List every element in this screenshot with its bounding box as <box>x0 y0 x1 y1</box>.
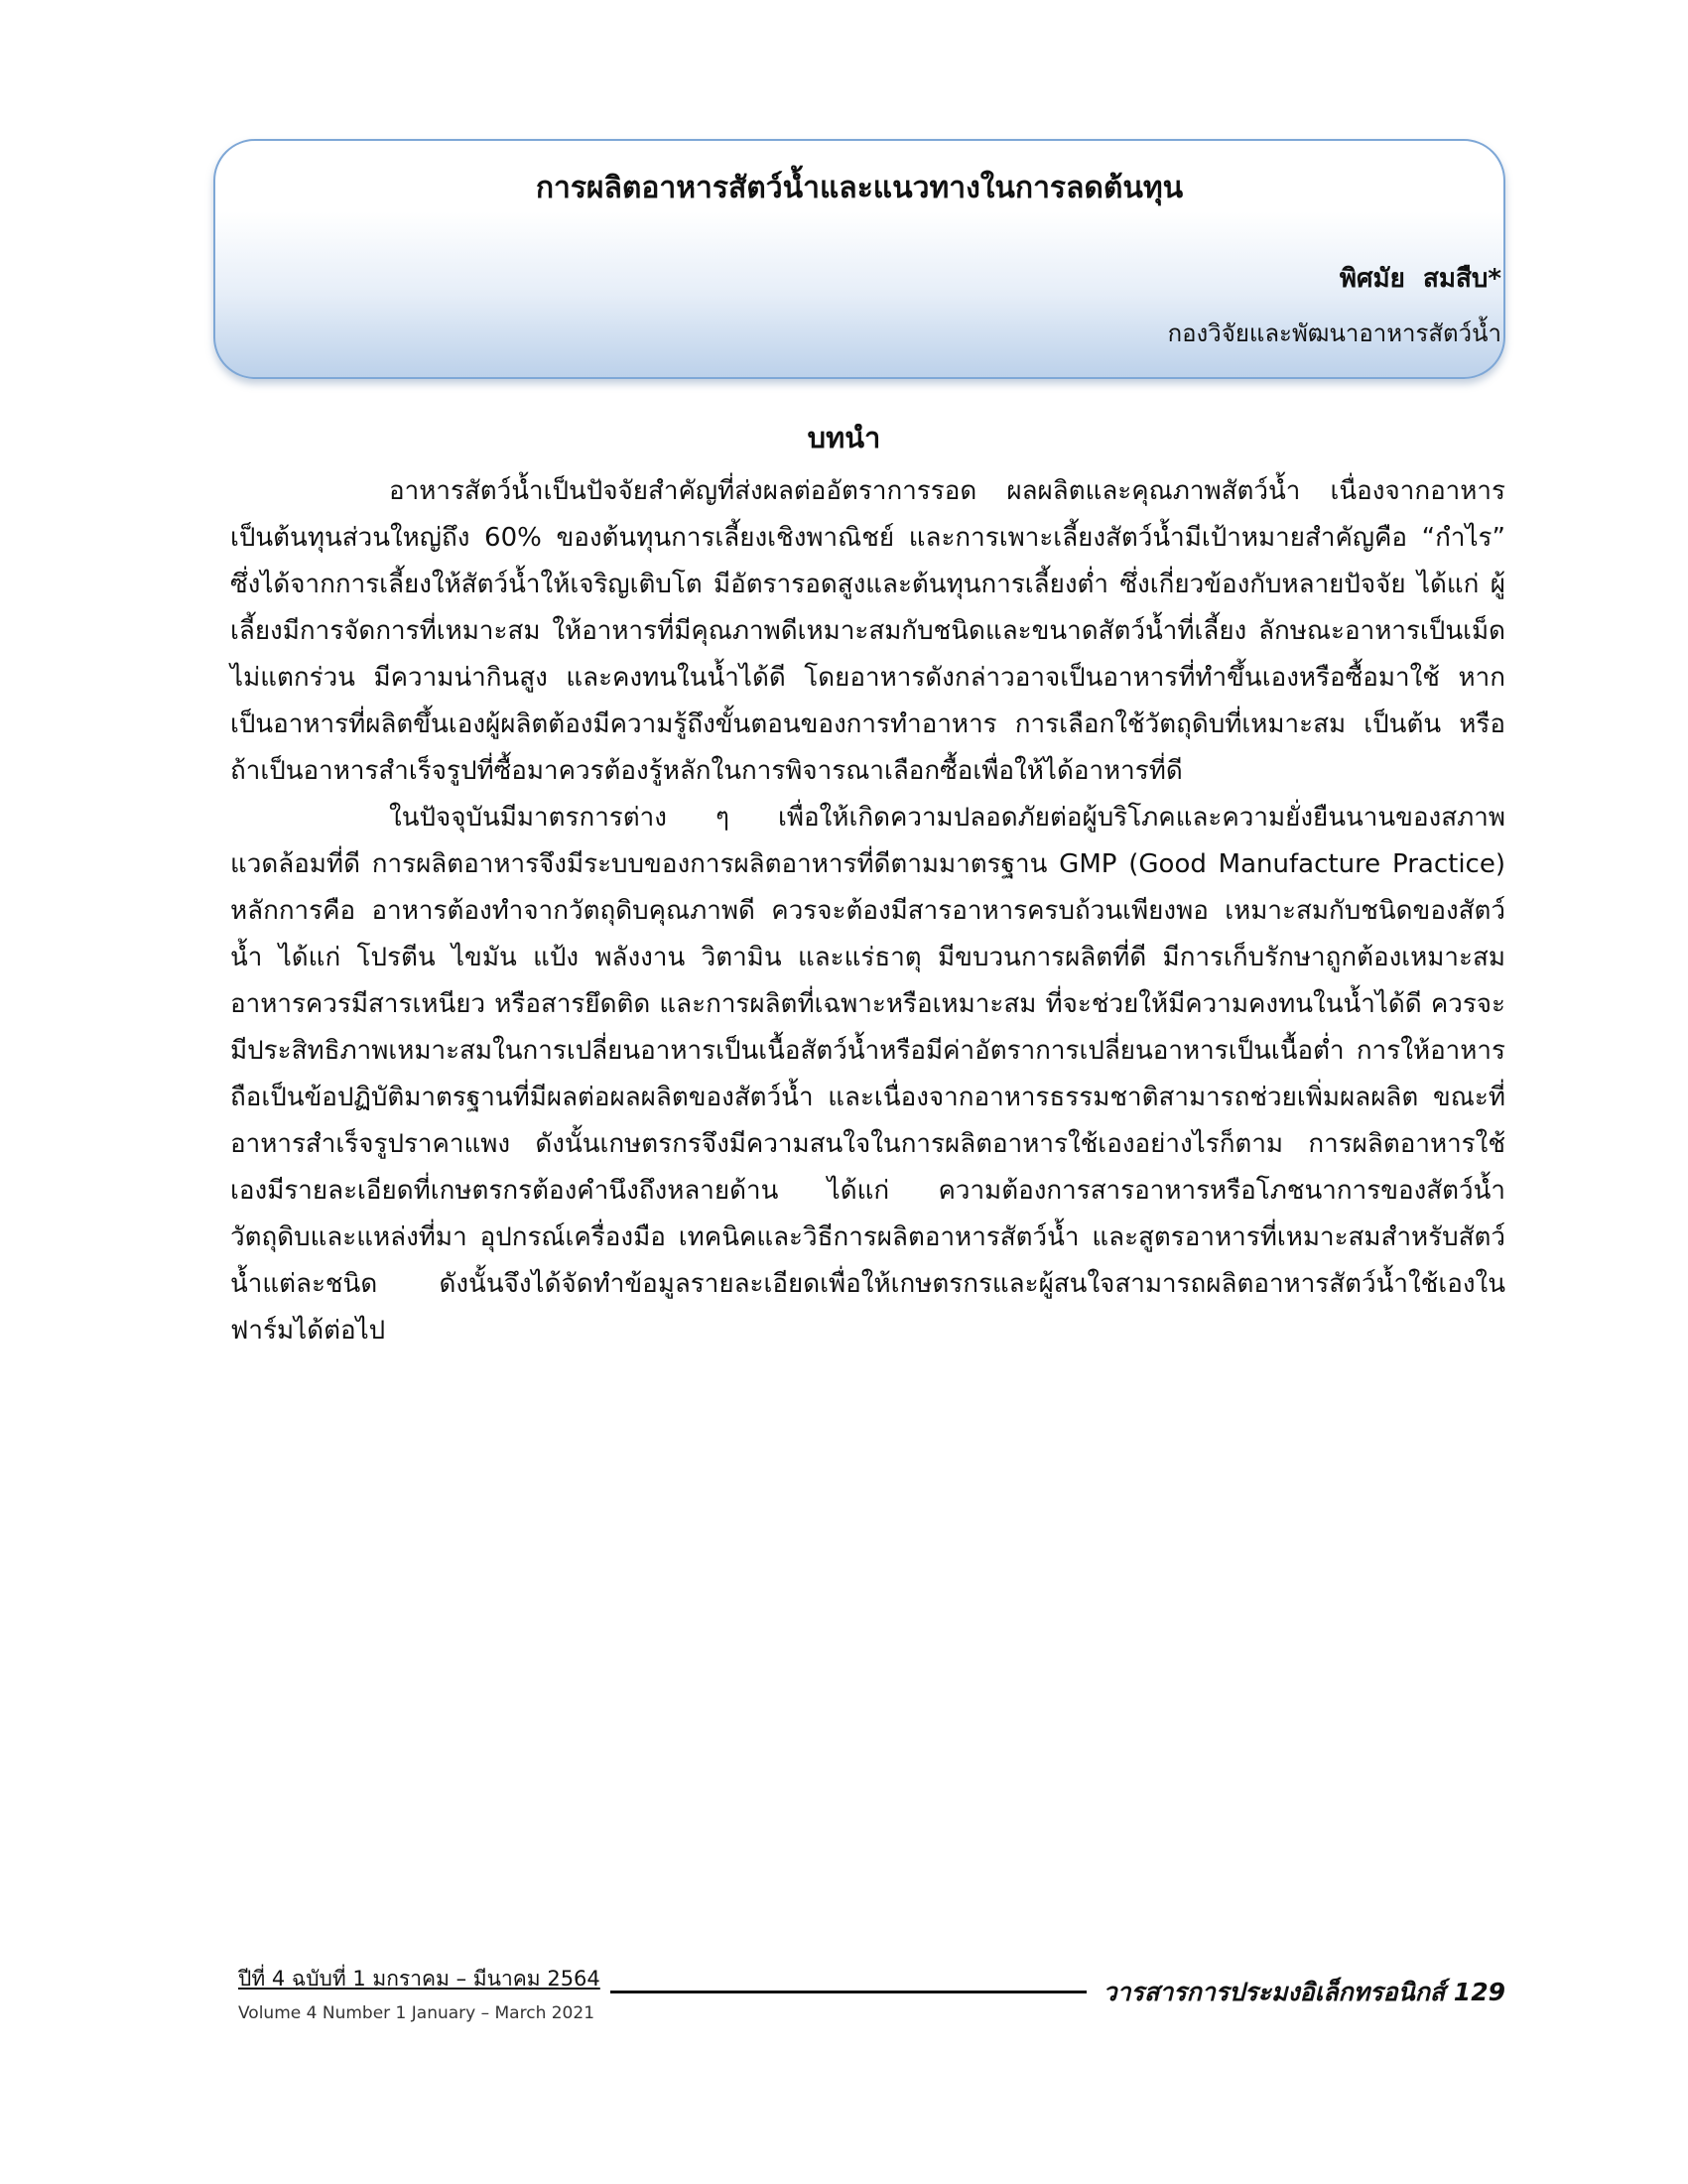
footer-issue-english: Volume 4 Number 1 January – March 2021 <box>238 2003 595 2023</box>
body-text <box>230 468 1505 1354</box>
author-name: พิศมัย สมสืบ* <box>1339 264 1501 294</box>
footer-issue-thai: ปีที่ 4 ฉบับที่ 1 มกราคม – มีนาคม 2564 <box>238 1967 600 1991</box>
footer-rule <box>610 1991 1087 1993</box>
section-heading-introduction: บทนำ <box>807 421 881 454</box>
paragraph-2: ในปัจจุบันมีมาตรการต่าง ๆ เพื่อให้เกิดความปลอดภัยต่อผู้บริโภคและความยั่งยืนนานของสภาพแวดล้อมที่ดี การผลิตอาหารจึงมีระบบของการผลิตอาหารที่ดีตามมาตรฐาน GMP (Good Manufacture Practice) หลักการคือ อาหารต้องทำจากวัตถุดิบคุณภาพดี ควรจะต้องมีสารอาหารครบถ้วนเพียงพอ เหมาะสมกับชนิดของสัตว์น้ำ ได้แก่ โปรตีน ไขมัน แป้ง พลังงาน วิตามิน และแร่ธาตุ มีขบวนการผลิตที่ดี มีการเก็บรักษาถูกต้องเหมาะสม อาหารควรมีสารเหนียว หรือสารยึดติด และการผลิตที่เฉพาะหรือเหมาะสม ที่จะช่วยให้มีความคงทนในน้ำได้ดี ควรจะมีประสิทธิภาพเหมาะสมในการเปลี่ยนอาหารเป็นเนื้อสัตว์น้ำหรือมีค่าอัตราการเปลี่ยนอาหารเป็นเนื้อต่ำ การให้อาหารถือเป็นข้อปฏิบัติมาตรฐานที่มีผลต่อผลผลิตของสัตว์น้ำ และเนื่องจากอาหารธรรมชาติสามารถช่วยเพิ่มผลผลิต ขณะที่อาหารสำเร็จรูปราคาแพง ดังนั้นเกษตรกรจึงมีความสนใจในการผลิตอาหารใช้เองอย่างไรก็ตาม การผลิตอาหารใช้เองมีรายละเอียดที่เกษตรกรต้องคำนึงถึงหลายด้าน ได้แก่ ความต้องการสารอาหารหรือโภชนาการของสัตว์น้ำ วัตถุดิบและแหล่งที่มา อุปกรณ์เครื่องมือ เทคนิคและวิธีการผลิตอาหารสัตว์น้ำ และสูตรอาหารที่เหมาะสมสำหรับสัตว์น้ำแต่ละชนิด ดังนั้นจึงได้จัดทำข้อมูลรายละเอียดเพื่อให้เกษตรกรและผู้สนใจสามารถผลิตอาหารสัตว์น้ำใช้เองในฟาร์มได้ต่อไป <box>230 803 1505 1346</box>
title-banner <box>213 139 1505 379</box>
author-affiliation: กองวิจัยและพัฒนาอาหารสัตว์น้ำ <box>1167 320 1501 347</box>
paper-title: การผลิตอาหารสัตว์น้ำและแนวทางในการลดต้นทุน <box>535 171 1184 205</box>
paragraph-1: อาหารสัตว์น้ำเป็นปัจจัยสำคัญที่ส่งผลต่ออัตราการรอด ผลผลิตและคุณภาพสัตว์น้ำ เนื่องจากอาหารเป็นต้นทุนส่วนใหญ่ถึง 60% ของต้นทุนการเลี้ยงเชิงพาณิชย์ และการเพาะเลี้ยงสัตว์น้ำมีเป้าหมายสำคัญคือ “กำไร” ซึ่งได้จากการเลี้ยงให้สัตว์น้ำให้เจริญเติบโต มีอัตรารอดสูงและต้นทุนการเลี้ยงต่ำ ซึ่งเกี่ยวข้องกับหลายปัจจัย ได้แก่ ผู้เลี้ยงมีการจัดการที่เหมาะสม ให้อาหารที่มีคุณภาพดีเหมาะสมกับชนิดและขนาดสัตว์น้ำที่เลี้ยง ลักษณะอาหารเป็นเม็ดไม่แตกร่วน มีความน่ากินสูง และคงทนในน้ำได้ดี โดยอาหารดังกล่าวอาจเป็นอาหารที่ทำขึ้นเองหรือซื้อมาใช้ หากเป็นอาหารที่ผลิตขึ้นเองผู้ผลิตต้องมีความรู้ถึงขั้นตอนของการทำอาหาร การเลือกใช้วัตถุดิบที่เหมาะสม เป็นต้น หรือถ้าเป็นอาหารสำเร็จรูปที่ซื้อมาควรต้องรู้หลักในการพิจารณาเลือกซื้อเพื่อให้ได้อาหารที่ดี <box>230 476 1505 786</box>
footer-journal-page: วารสารการประมงอิเล็กทรอนิกส์ 129 <box>1103 1978 1505 2006</box>
